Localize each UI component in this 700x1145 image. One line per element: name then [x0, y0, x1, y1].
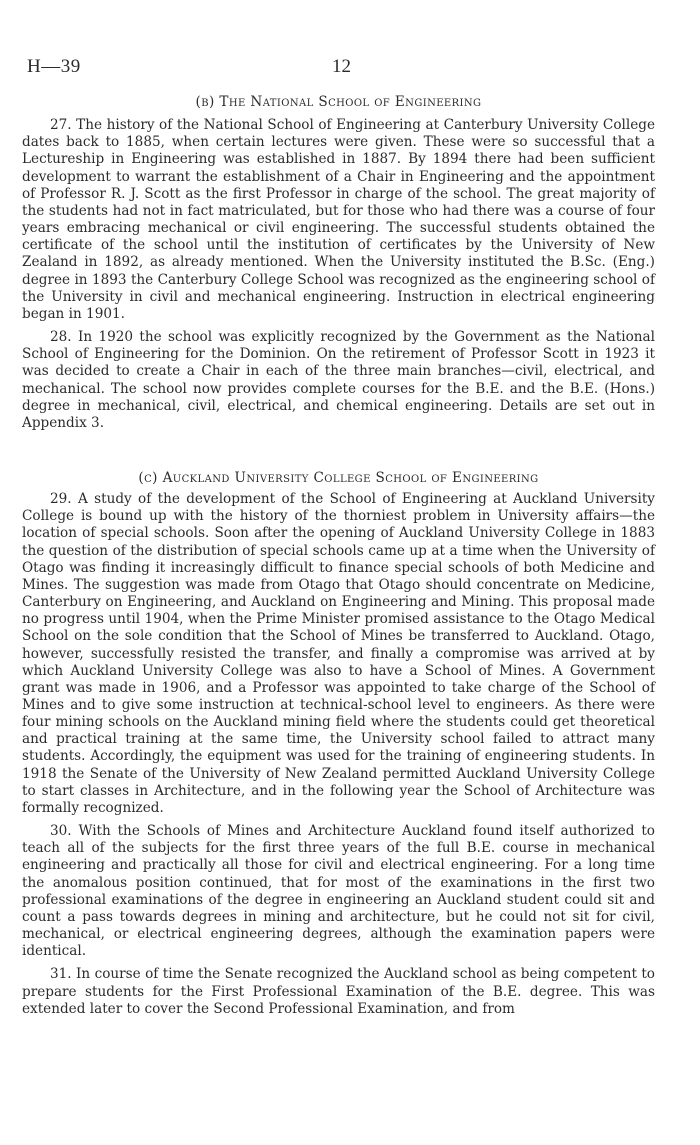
section-heading-auckland-school: (c) Auckland University College School of Engineering	[138, 469, 539, 486]
paragraph-27: 27. The history of the National School of Engineering at Canterbury University College dates back to 1885, when certain lectures were given. These were so successful that a Lectureship in Engineering was established in 1887. By 1894 there had been sufficient development to warrant the establishment of a Chair in Engineering and the appointment of Professor R. J. Scott as the first Professor in charge of the school. The great majority of the students had not in fact matriculated, but for those who had there was a course of four years embracing mechanical or civil engineering. The successful students obtained the certificate of the school until the institution of certificates by the University of New Zealand in 1892, as already mentioned. When the University instituted the B.Sc. (Eng.) degree in 1893 the Canterbury College School was recognized as the engineering school of the University in civil and mechanical engineering. Instruction in electrical engineering began in 1901.	[22, 117, 655, 322]
paragraph-30: 30. With the Schools of Mines and Architecture Auckland found itself authorized to teach all of the subjects for the first three years of the full B.E. course in mechanical engineering and practically all those for civil and electrical engineering. For a long time the anomalous position continued, that for most of the examinations in the first two professional examinations of the degree in engineering an Auckland student could sit and count a pass towards degrees in mining and architecture, but he could not sit for civil, mechanical, or electrical engineering degrees, although the examination papers were identical.	[22, 823, 655, 960]
page-body	[22, 94, 655, 1018]
page-header-reference: H—39	[27, 56, 81, 77]
page-number: 12	[332, 56, 351, 77]
paragraph-28: 28. In 1920 the school was explicitly recognized by the Government as the National School of Engineering for the Dominion. On the retirement of Professor Scott in 1923 it was decided to create a Chair in each of the three main branches—civil, electrical, and mechanical. The school now provides complete courses for the B.E. and the B.E. (Hons.) degree in mechanical, civil, electrical, and chemical engineering. Details are set out in Appendix 3.	[22, 329, 655, 431]
section-heading-national-school: (b) The National School of Engineering	[195, 94, 482, 110]
paragraph-31: 31. In course of time the Senate recognized the Auckland school as being competent to prepare students for the First Professional Examination of the B.E. degree. This was extended later to cover the Second Professional Examination, and from	[22, 966, 655, 1017]
paragraph-29: 29. A study of the development of the School of Engineering at Auckland University College is bound up with the history of the thorniest problem in University affairs—the location of special schools. Soon after the opening of Auckland University College in 1883 the question of the distribution of special schools came up at a time when the University of Otago was finding it increasingly difficult to finance special schools of both Medicine and Mines. The suggestion was made from Otago that Otago should concentrate on Medicine, Canterbury on Engineering, and Auckland on Engineering and Mining. This proposal made no progress until 1904, when the Prime Minister promised assistance to the Otago Medical School on the sole condition that the School of Mines be transferred to Auckland. Otago, however, successfully resisted the transfer, and finally a compromise was arrived at by which Auckland University College was also to have a School of Mines. A Government grant was made in 1906, and a Professor was appointed to take charge of the School of Mines and to give some instruction at technical-school level to engineers. As there were four mining schools on the Auckland mining field where the students could get theoretical and practical training at the same time, the University school failed to attract many students. Accordingly, the equipment was used for the training of engineering students. In 1918 the Senate of the University of New Zealand permitted Auckland University College to start classes in Architecture, and in the following year the School of Architecture was formally recognized.	[22, 491, 655, 816]
